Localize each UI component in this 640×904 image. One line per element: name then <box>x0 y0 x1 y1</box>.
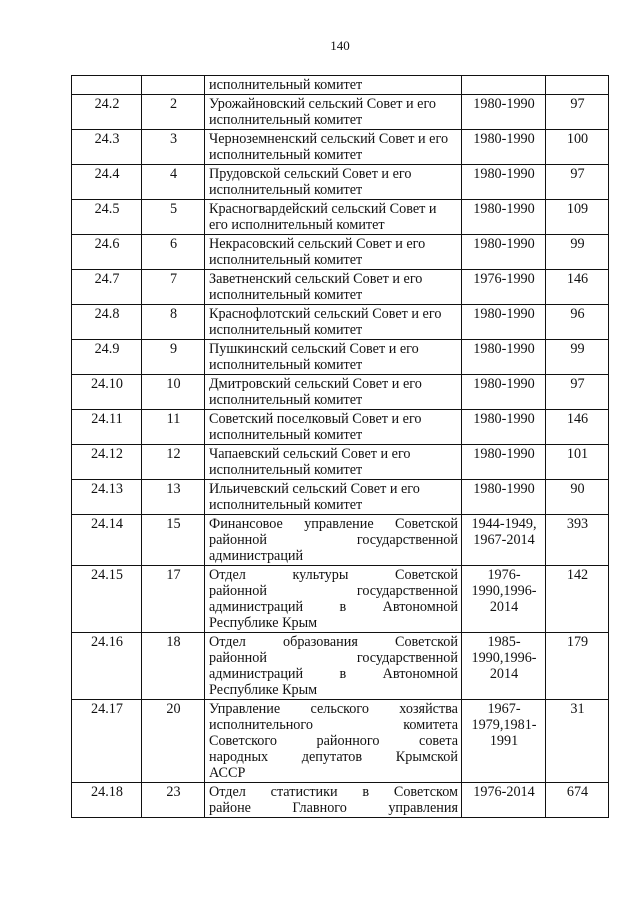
table-row <box>72 200 609 235</box>
cell-years: 1980-1990 <box>462 375 546 410</box>
cell-number: 5 <box>142 200 205 235</box>
cell-count: 99 <box>546 235 609 270</box>
cell-name: Заветненский сельский Совет и его исполнительный комитет <box>205 270 462 305</box>
table-row <box>72 566 609 633</box>
archive-inventory-table <box>71 75 609 818</box>
cell-count: 674 <box>546 783 609 818</box>
cell-years: 1985- 1990,1996- 2014 <box>462 633 546 700</box>
cell-number: 15 <box>142 515 205 566</box>
cell-years: 1980-1990 <box>462 305 546 340</box>
cell-number: 23 <box>142 783 205 818</box>
table-row <box>72 76 609 95</box>
cell-number: 7 <box>142 270 205 305</box>
cell-years: 1980-1990 <box>462 95 546 130</box>
cell-years: 1980-1990 <box>462 410 546 445</box>
cell-years: 1967- 1979,1981- 1991 <box>462 700 546 783</box>
cell-count: 179 <box>546 633 609 700</box>
table-row <box>72 410 609 445</box>
cell-name: Дмитровский сельский Совет и его исполнительный комитет <box>205 375 462 410</box>
cell-code: 24.9 <box>72 340 142 375</box>
cell-years: 1980-1990 <box>462 235 546 270</box>
cell-number <box>142 76 205 95</box>
cell-count: 97 <box>546 375 609 410</box>
cell-code: 24.3 <box>72 130 142 165</box>
cell-years: 1980-1990 <box>462 200 546 235</box>
cell-count: 146 <box>546 270 609 305</box>
cell-code: 24.14 <box>72 515 142 566</box>
cell-number: 18 <box>142 633 205 700</box>
table-row <box>72 700 609 783</box>
cell-code: 24.16 <box>72 633 142 700</box>
table-row <box>72 480 609 515</box>
cell-name: Отдел культуры Советской районной государственной администраций в Автономной Республике Крым <box>205 566 462 633</box>
cell-years: 1980-1990 <box>462 445 546 480</box>
table-body <box>72 76 609 818</box>
cell-code: 24.7 <box>72 270 142 305</box>
cell-code: 24.2 <box>72 95 142 130</box>
cell-count: 97 <box>546 165 609 200</box>
cell-count: 31 <box>546 700 609 783</box>
cell-count: 109 <box>546 200 609 235</box>
cell-name: Финансовое управление Советской районной государственной администраций <box>205 515 462 566</box>
cell-number: 13 <box>142 480 205 515</box>
table-row <box>72 235 609 270</box>
cell-name: исполнительный комитет <box>205 76 462 95</box>
cell-years: 1980-1990 <box>462 130 546 165</box>
cell-name: Чапаевский сельский Совет и его исполнительный комитет <box>205 445 462 480</box>
cell-name: Черноземненский сельский Совет и его исполнительный комитет <box>205 130 462 165</box>
cell-code: 24.17 <box>72 700 142 783</box>
table-row <box>72 165 609 200</box>
cell-years: 1976-2014 <box>462 783 546 818</box>
cell-number: 2 <box>142 95 205 130</box>
cell-name: Урожайновский сельский Совет и его исполнительный комитет <box>205 95 462 130</box>
table-row <box>72 95 609 130</box>
cell-name: Прудовской сельский Совет и его исполнительный комитет <box>205 165 462 200</box>
cell-name: Ильичевский сельский Совет и его исполнительный комитет <box>205 480 462 515</box>
table-row <box>72 445 609 480</box>
cell-count: 142 <box>546 566 609 633</box>
cell-number: 12 <box>142 445 205 480</box>
cell-number: 4 <box>142 165 205 200</box>
cell-count: 96 <box>546 305 609 340</box>
cell-years: 1976-1990 <box>462 270 546 305</box>
cell-count <box>546 76 609 95</box>
cell-code: 24.6 <box>72 235 142 270</box>
table-row <box>72 515 609 566</box>
table-row <box>72 375 609 410</box>
cell-years: 1980-1990 <box>462 340 546 375</box>
cell-code: 24.8 <box>72 305 142 340</box>
cell-count: 146 <box>546 410 609 445</box>
cell-years <box>462 76 546 95</box>
table-row <box>72 305 609 340</box>
cell-years: 1944-1949, 1967-2014 <box>462 515 546 566</box>
cell-name: Отдел статистики в Советском районе Главного управления <box>205 783 462 818</box>
cell-count: 97 <box>546 95 609 130</box>
cell-number: 10 <box>142 375 205 410</box>
cell-code: 24.15 <box>72 566 142 633</box>
cell-name: Отдел образования Советской районной государственной администраций в Автономной Республике Крым <box>205 633 462 700</box>
cell-name: Советский поселковый Совет и его исполнительный комитет <box>205 410 462 445</box>
cell-code: 24.4 <box>72 165 142 200</box>
cell-number: 11 <box>142 410 205 445</box>
cell-years: 1980-1990 <box>462 165 546 200</box>
cell-number: 3 <box>142 130 205 165</box>
table-row <box>72 340 609 375</box>
cell-number: 8 <box>142 305 205 340</box>
cell-code: 24.12 <box>72 445 142 480</box>
table-row <box>72 130 609 165</box>
cell-number: 20 <box>142 700 205 783</box>
cell-count: 90 <box>546 480 609 515</box>
page-number: 140 <box>330 38 350 53</box>
cell-number: 6 <box>142 235 205 270</box>
cell-count: 393 <box>546 515 609 566</box>
cell-count: 101 <box>546 445 609 480</box>
cell-code <box>72 76 142 95</box>
cell-number: 17 <box>142 566 205 633</box>
cell-name: Управление сельского хозяйства исполнительного комитета Советского районного совета народных депутатов Крымской АССР <box>205 700 462 783</box>
table-row <box>72 633 609 700</box>
cell-code: 24.11 <box>72 410 142 445</box>
cell-code: 24.13 <box>72 480 142 515</box>
cell-years: 1976- 1990,1996- 2014 <box>462 566 546 633</box>
cell-name: Некрасовский сельский Совет и его исполнительный комитет <box>205 235 462 270</box>
cell-number: 9 <box>142 340 205 375</box>
cell-name: Красногвардейский сельский Совет и его исполнительный комитет <box>205 200 462 235</box>
cell-count: 100 <box>546 130 609 165</box>
cell-count: 99 <box>546 340 609 375</box>
cell-name: Краснофлотский сельский Совет и его исполнительный комитет <box>205 305 462 340</box>
cell-code: 24.5 <box>72 200 142 235</box>
table-row <box>72 783 609 818</box>
table-row <box>72 270 609 305</box>
cell-code: 24.10 <box>72 375 142 410</box>
cell-years: 1980-1990 <box>462 480 546 515</box>
cell-code: 24.18 <box>72 783 142 818</box>
cell-name: Пушкинский сельский Совет и его исполнительный комитет <box>205 340 462 375</box>
